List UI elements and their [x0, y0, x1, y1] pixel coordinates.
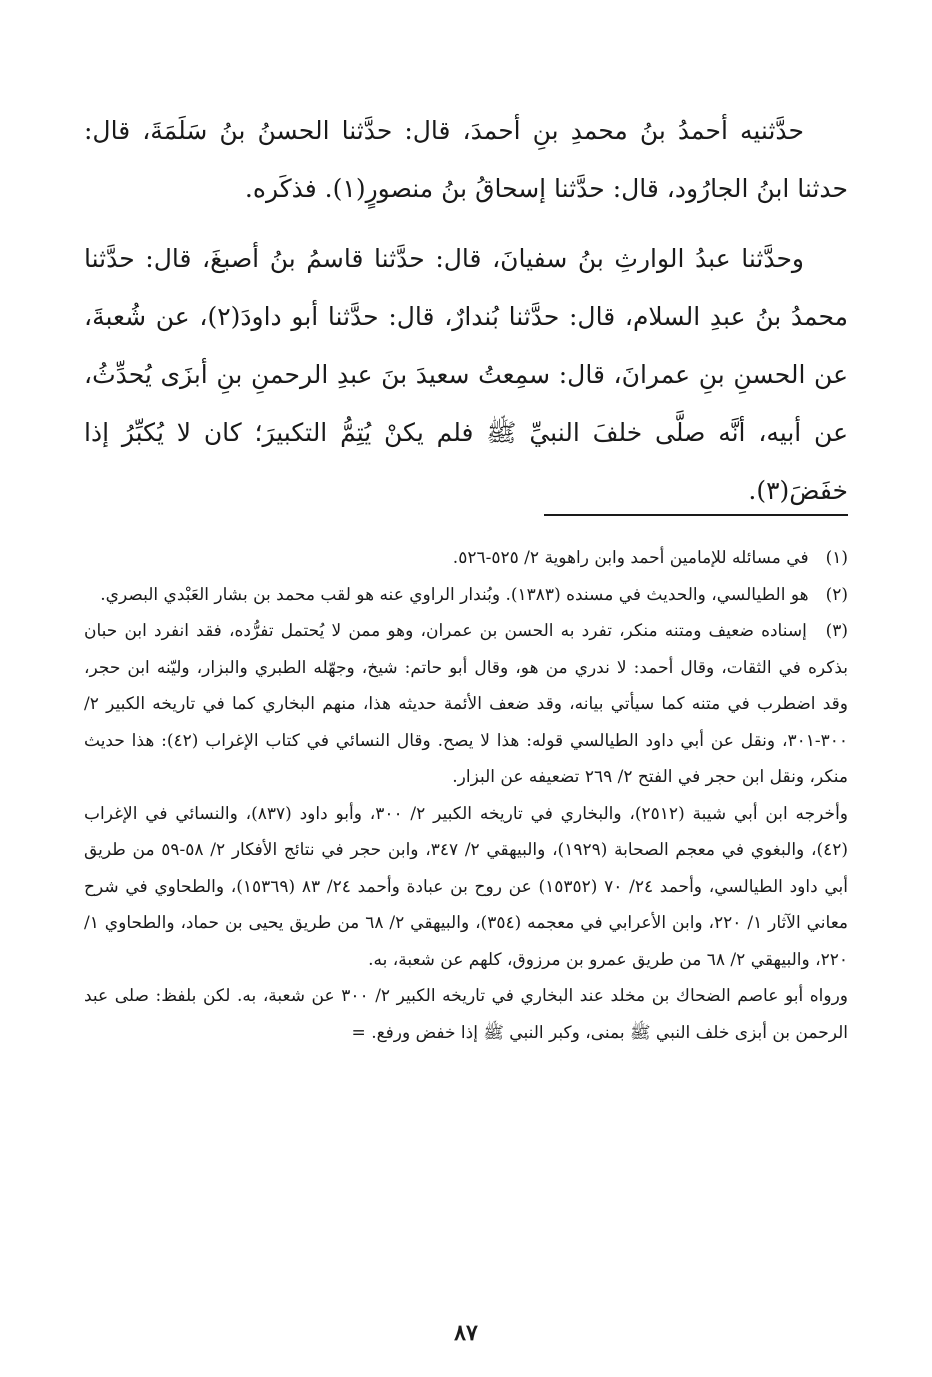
- footnote-1: [84, 540, 848, 577]
- footnote-3-text: إسناده ضعيف ومتنه منكر، تفرد به الحسن بن عمران، وهو ممن لا يُحتمل تفرُّده، فقد انفرد ابن حبان بذكره في الثقات، وقال أحمد: لا ندري من هو، وقال أبو حاتم: شيخ، وجهّله الطبري والبزار، وليّنه ابن حجر، وقد اضطرب في متنه كما سيأتي بيانه، وقد ضعف الأئمة حديثه هذا، منهم البخاري كما في تاريخه الكبير ٢/ ٣٠٠-٣٠١، ونقل عن أبي داود الطيالسي قوله: هذا لا يصح. وقال النسائي في كتاب الإغراب (٤٢): هذا حديث منكر، ونقل ابن حجر في الفتح ٢/ ٢٦٩ تضعيفه عن البزار.: [84, 621, 848, 787]
- footnote-3-continuation-1: وأخرجه ابن أبي شيبة (٢٥١٢)، والبخاري في تاريخه الكبير ٢/ ٣٠٠، وأبو داود (٨٣٧)، والنسائي في الإغراب (٤٢)، والبغوي في معجم الصحابة (١٩٢٩)، والبيهقي ٢/ ٣٤٧، وابن حجر في نتائج الأفكار ٢/ ٥٨-٥٩ من طريق أبي داود الطيالسي، وأحمد ٢٤/ ٧٠ (١٥٣٥٢) عن روح بن عبادة وأحمد ٢٤/ ٨٣ (١٥٣٦٩)، والطحاوي في شرح معاني الآثار ١/ ٢٢٠، وابن الأعرابي في معجمه (٣٥٤)، والبيهقي ٢/ ٦٨ من طريق يحيى بن حماد، والطحاوي ١/ ٢٢٠، والبيهقي ٢/ ٦٨ من طريق عمرو بن مرزوق، كلهم عن شعبة، به.: [84, 803, 849, 970]
- footnote-3: [84, 613, 848, 796]
- footnote-1-text: في مسائله للإمامين أحمد وابن راهوية ٢/ ٥٢٥-٥٢٦.: [452, 548, 809, 568]
- footnote-2-number: (٢): [825, 584, 848, 605]
- main-paragraph-1: حدَّثنيه أحمدُ بنُ محمدِ بنِ أحمدَ، قال: حدَّثنا الحسنُ بنُ سَلَمَةَ، قال: حدثنا ابنُ الجارُود، قال: حدَّثنا إسحاقُ بنُ منصورٍ(١). فذكَره.: [84, 116, 848, 203]
- page-number: ٨٧: [454, 1320, 478, 1346]
- footnote-1-number: (١): [825, 548, 848, 568]
- footnote-2-text: هو الطيالسي، والحديث في مسنده (١٣٨٣). وبُندار الراوي عنه هو لقب محمد بن بشار العَبْدي البصري.: [100, 584, 809, 605]
- footnote-divider: [544, 514, 848, 516]
- footnote-3-continuation-2: ورواه أبو عاصم الضحاك بن مخلد عند البخاري في تاريخه الكبير ٢/ ٣٠٠ عن شعبة، به. لكن بلفظ: صلى عبد الرحمن بن أبزى خلف النبي ﷺ بمنى، وكبر النبي ﷺ إذا خفض ورفع. =: [84, 986, 848, 1043]
- footnotes: [84, 540, 848, 1051]
- footnote-3-number: (٣): [825, 621, 848, 641]
- main-paragraph-2: وحدَّثنا عبدُ الوارثِ بنُ سفيانَ، قال: حدَّثنا قاسمُ بنُ أصبغَ، قال: حدَّثنا محمدُ بنُ عبدِ السلام، قال: حدَّثنا بُندارٌ، قال: حدَّثنا أبو داودَ(٢)، عن شُعبةَ، عن الحسنِ بنِ عمرانَ، قال: سمِعتُ سعيدَ بنَ عبدِ الرحمنِ بنِ أبزَى يُحدِّثُ، عن أبيه، أنَّه صلَّى خلفَ النبيِّ ﷺ فلم يكنْ يُتِمُّ التكبيرَ؛ كان لا يُكبِّرُ إذا خفَضَ(٣).: [84, 244, 849, 505]
- footnote-2: [84, 577, 848, 614]
- main-text: [84, 102, 848, 532]
